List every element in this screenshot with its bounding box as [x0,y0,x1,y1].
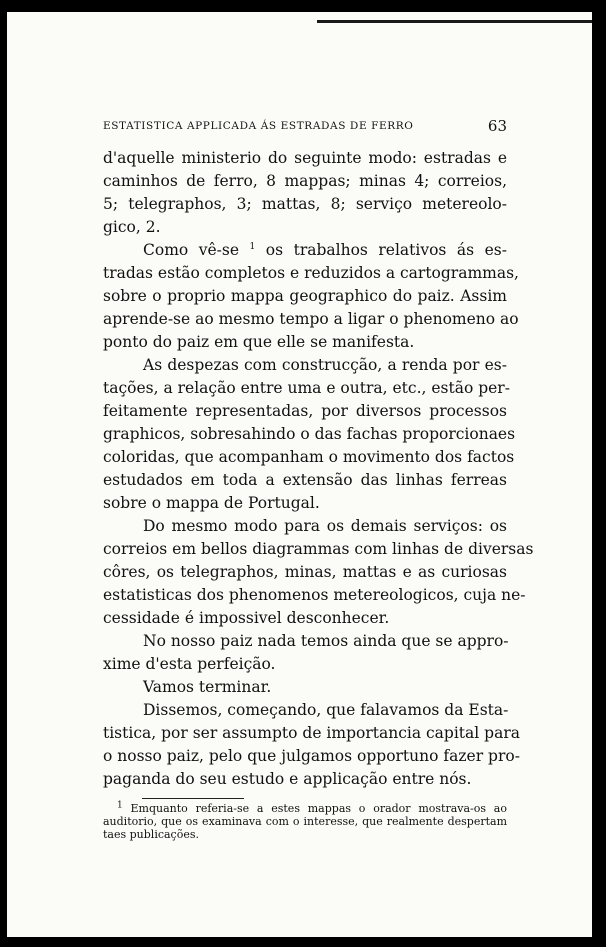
text-line: correios em bellos diagrammas com linhas de diversas [103,540,534,558]
text-line: As despezas com construcção, a renda por es- [143,356,507,374]
book-page [7,12,592,937]
top-rule [317,20,592,23]
text-line: Dissemos, começando, que falavamos da Esta- [143,701,509,719]
text-line: tações, a relação entre uma e outra, etc., estão per- [103,379,510,397]
text-line: tradas estão completos e reduzidos a cartogrammas, [103,264,519,282]
paragraph [103,239,519,354]
paragraph [103,147,507,239]
text-line: Do mesmo modo para os demais serviços: os [143,517,507,535]
text-line: sobre o mappa de Portugal. [103,494,320,512]
text-line: estatisticas dos phenomenos metereologicos, cuja ne- [103,586,526,604]
text-line: d'aquelle ministerio do seguinte modo: estradas e [103,149,507,167]
text-line: Vamos terminar. [143,678,272,696]
text-line: feitamente representadas, por diversos processos [103,402,507,420]
text-line: o nosso paiz, pelo que julgamos opportuno fazer pro- [103,747,520,765]
footnote-line: taes publicações. [103,828,199,841]
paragraph [103,699,520,791]
text-line: gico, 2. [103,218,161,236]
text-line: estudados em toda a extensão das linhas ferreas [103,471,507,489]
text-line: sobre o proprio mappa geographico do paiz. Assim [103,287,507,305]
paragraph [103,354,516,515]
running-title: ESTATISTICA APPLICADA ÁS ESTRADAS DE FERRO [103,120,414,132]
line-segment: Como vê-se [143,241,240,259]
paragraph [103,676,507,699]
footnote-line [103,802,507,815]
text-line: paganda do seu estudo e applicação entre nós. [103,770,472,788]
footnote-text: Emquanto referia-se a estes mappas o orador mostrava-os ao [130,802,507,815]
text-line: 5; telegraphos, 3; mattas, 8; serviço metereolo- [103,195,507,213]
text-line: tistica, por ser assumpto de importancia capital para [103,724,520,742]
text-line: xime d'esta perfeição. [103,655,276,673]
text-line: No nosso paiz nada temos ainda que se appro- [143,632,509,650]
text-line: ponto do paiz em que elle se manifesta. [103,333,415,351]
text-line: aprende-se ao mesmo tempo a ligar o phenomeno ao [103,310,519,328]
footnote-marker: 1 [117,800,123,811]
text-line [103,239,507,262]
running-header [103,117,507,135]
text-line: graphicos, sobresahindo o das fachas proporcionaes [103,425,516,443]
footnote-reference: 1 [249,241,256,252]
text-line: caminhos de ferro, 8 mappas; minas 4; correios, [103,172,507,190]
text-line: côres, os telegraphos, minas, mattas e as curiosas [103,563,507,581]
paragraph [103,515,534,630]
text-line: cessidade é impossivel desconhecer. [103,609,390,627]
line-segment: os trabalhos relativos ás es- [265,241,507,259]
footnote-line: auditorio, que os examinava com o interesse, que realmente despertam [103,815,507,828]
page-number: 63 [487,117,507,135]
footnote [103,802,507,841]
footnote-rule [142,798,244,799]
text-line: coloridas, que acompanham o movimento dos factos [103,448,515,466]
paragraph [103,630,507,676]
body-text [103,147,534,791]
